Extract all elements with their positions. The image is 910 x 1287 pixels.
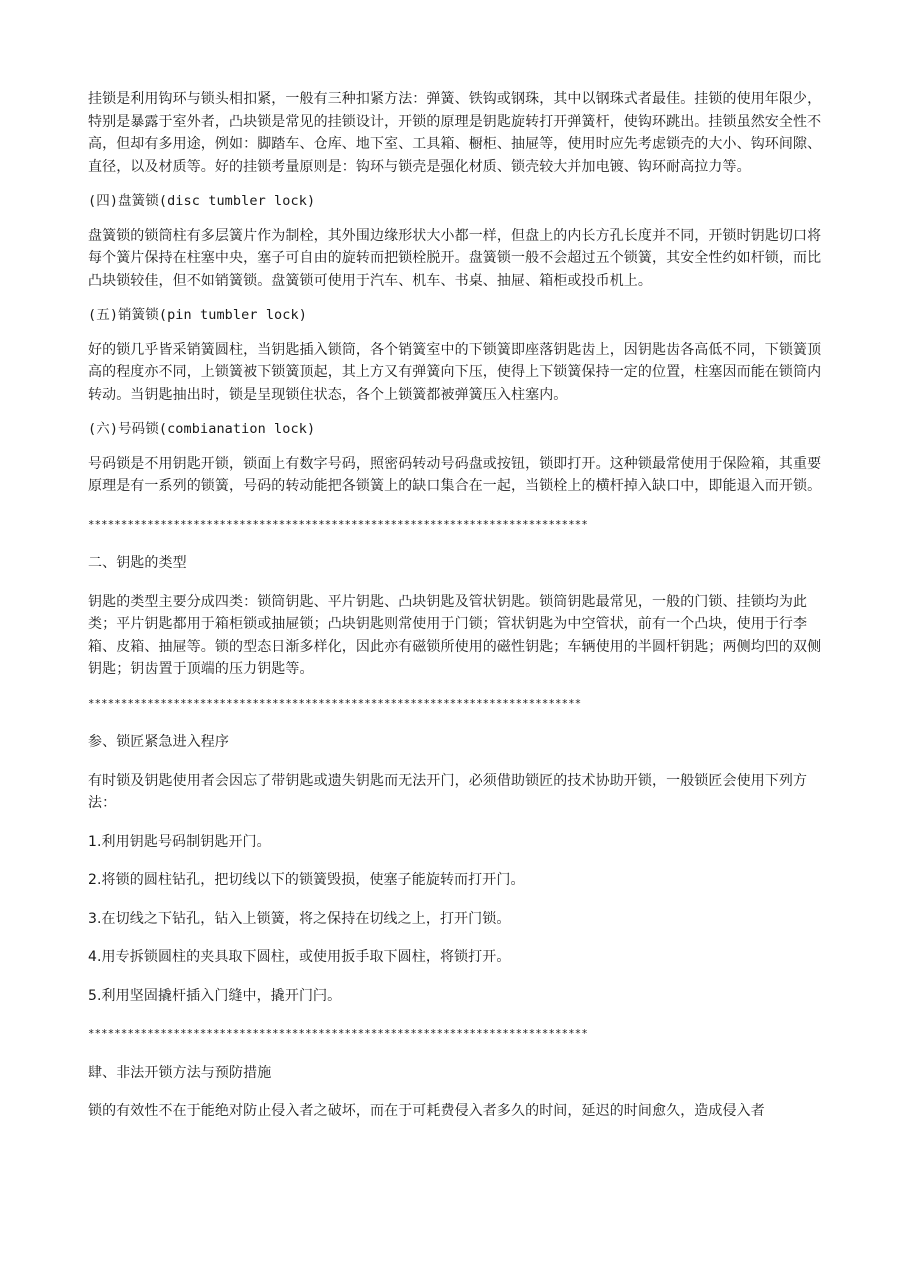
separator-line: **************************************************************************** (88, 518, 588, 531)
pin-tumbler-paragraph: 好的锁几乎皆采销簧圆柱，当钥匙插入锁筒，各个销簧室中的下锁簧即座落钥匙齿上，因钥匙齿各高低不同，下锁簧顶高的程度亦不同，上锁簧被下锁簧顶起，其上方又有弹簧向下压，使得上下锁簧保持一定的位置，柱塞因而能在锁筒内转动。当钥匙抽出时，锁是呈现锁住状态，各个上锁簧都被弹簧压入柱塞内。 (88, 341, 822, 403)
combination-lock-paragraph: 号码锁是不用钥匙开锁，锁面上有数字号码，照密码转动号码盘或按钮，锁即打开。这种锁最常使用于保险箱，其重要原理是有一系列的锁簧，号码的转动能把各锁簧上的缺口集合在一起，当锁栓上的横杆掉入缺口中，即能退入而开锁。 (88, 455, 822, 494)
heading-emergency-entry: 参、锁匠紧急进入程序 (88, 734, 229, 750)
illegal-unlocking-paragraph: 锁的有效性不在于能绝对防止侵入者之破坏，而在于可耗费侵入者多久的时间，延迟的时间愈久，造成侵入者 (88, 1103, 765, 1119)
heading-combination-lock: (六)号码锁(combianation lock) (88, 421, 316, 437)
heading-disc-tumbler-lock: (四)盘簧锁(disc tumbler lock) (88, 193, 316, 209)
heading-key-types: 二、钥匙的类型 (88, 555, 187, 571)
heading-pin-tumbler-lock: (五)销簧锁(pin tumbler lock) (88, 307, 307, 323)
padlock-paragraph: 挂锁是利用钩环与锁头相扣紧，一般有三种扣紧方法：弹簧、铁钩或钢珠，其中以钢珠式者最佳。挂锁的使用年限少，特别是暴露于室外者，凸块锁是常见的挂锁设计，开锁的原理是钥匙旋转打开弹簧杆，使钩环跳出。挂锁虽然安全性不高，但却有多用途，例如：脚踏车、仓库、地下室、工具箱、橱柜、抽屉等，使用时应先考虑锁壳的大小、钩环间隙、直径，以及材质等。好的挂锁考量原则是：钩环与锁壳是强化材质、锁壳较大并加电镀、钩环耐高拉力等。 (88, 91, 822, 175)
heading-illegal-unlocking: 肆、非法开锁方法与预防措施 (88, 1064, 272, 1081)
list-item: 4.用专拆锁圆柱的夹具取下圆柱，或使用扳手取下圆柱，将锁打开。 (88, 949, 511, 965)
separator-line: *************************************************************************** (88, 697, 582, 710)
emergency-entry-paragraph: 有时锁及钥匙使用者会因忘了带钥匙或遗失钥匙而无法开门，必须借助锁匠的技术协助开锁，一般锁匠会使用下列方法： (88, 772, 808, 811)
list-item: 1.利用钥匙号码制钥匙开门。 (88, 833, 271, 850)
document-page (88, 88, 833, 1123)
separator-line: **************************************************************************** (88, 1028, 588, 1040)
list-item: 5.利用坚固撬杆插入门缝中，撬开门闩。 (88, 987, 342, 1004)
disc-tumbler-paragraph: 盘簧锁的锁筒柱有多层簧片作为制栓，其外围边缘形状大小都一样，但盘上的内长方孔长度并不同，开锁时钥匙切口将每个簧片保持在柱塞中央，塞子可自由的旋转而把锁栓脱开。盘簧锁一般不会超过五个锁簧，其安全性约如杆锁，而比凸块锁较佳，但不如销簧锁。盘簧锁可使用于汽车、机车、书桌、抽屉、箱柜或投币机上。 (88, 227, 822, 289)
key-types-paragraph: 钥匙的类型主要分成四类：锁筒钥匙、平片钥匙、凸块钥匙及管状钥匙。锁筒钥匙最常见，一般的门锁、挂锁均为此类；平片钥匙都用于箱柜锁或抽屉锁；凸块钥匙则常使用于门锁；管状钥匙为中空管状，前有一个凸块，使用于行李箱、皮箱、抽屉等。锁的型态日渐多样化，因此亦有磁锁所使用的磁性钥匙；车辆使用的半圆杆钥匙；两侧均凹的双侧钥匙；钥齿置于顶端的压力钥匙等。 (88, 593, 822, 677)
list-item: 3.在切线之下钻孔，钻入上锁簧，将之保持在切线之上，打开门锁。 (88, 910, 511, 927)
list-item: 2.将锁的圆柱钻孔，把切线以下的锁簧毁损，使塞子能旋转而打开门。 (88, 872, 525, 888)
